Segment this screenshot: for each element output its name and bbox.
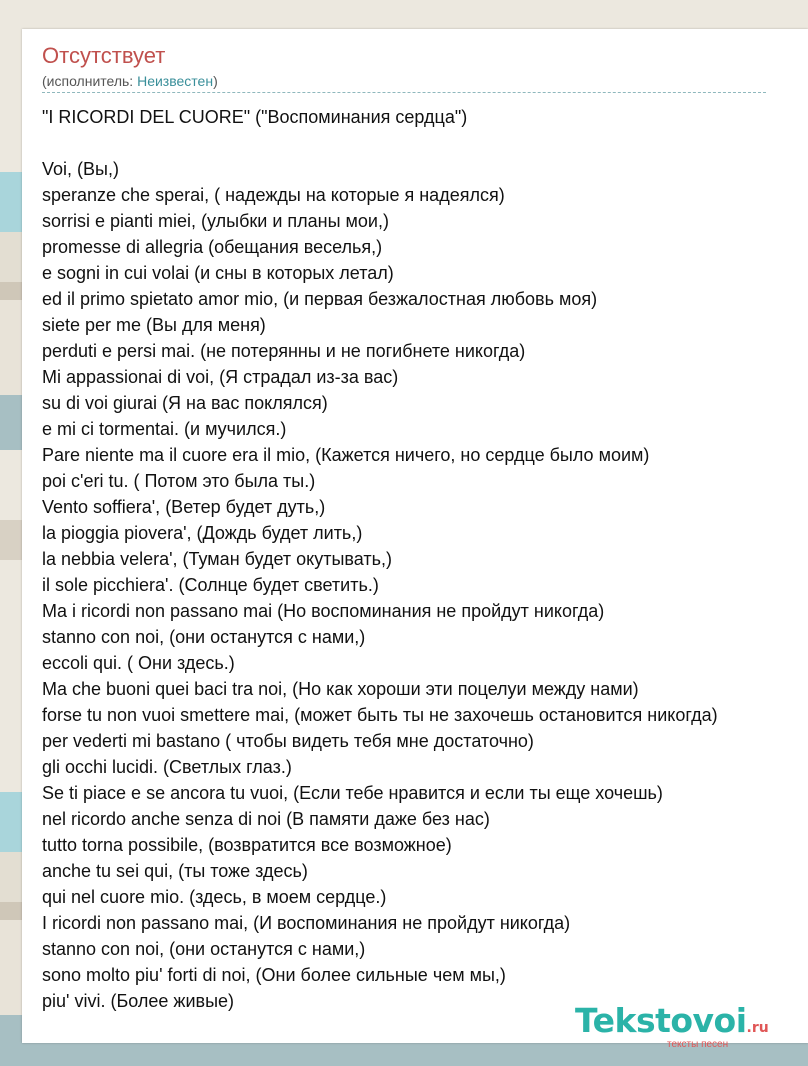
artist-link[interactable]: Неизвестен bbox=[137, 73, 214, 89]
lyric-line: la pioggia piovera', (Дождь будет лить,) bbox=[42, 523, 363, 543]
lyric-line: e mi ci tormentai. (и мучился.) bbox=[42, 419, 287, 439]
logo-domain: .ru bbox=[746, 1020, 769, 1036]
lyric-line: Pare niente ma il cuore era il mio, (Кажется ничего, но сердце было моим) bbox=[42, 445, 650, 465]
lyric-line: siete per me (Вы для меня) bbox=[42, 315, 266, 335]
lyric-line: Vento soffiera', (Ветер будет дуть,) bbox=[42, 497, 326, 517]
lyric-line: promesse di allegria (обещания веселья,) bbox=[42, 237, 383, 257]
lyric-line: piu' vivi. (Более живые) bbox=[42, 991, 235, 1011]
lyric-line: stanno con noi, (они останутся с нами,) bbox=[42, 627, 366, 647]
lyric-line: Ma che buoni quei baci tra noi, (Но как хороши эти поцелуи между нами) bbox=[42, 679, 639, 699]
lyric-line: il sole picchiera'. (Солнце будет светить.) bbox=[42, 575, 379, 595]
lyric-line: ed il primo spietato amor mio, (и первая безжалостная любовь моя) bbox=[42, 289, 598, 309]
lyrics-body bbox=[42, 104, 808, 1014]
lyric-line: tutto torna possibile, (возвратится все возможное) bbox=[42, 835, 452, 855]
artist-prefix: (исполнитель: bbox=[42, 73, 138, 89]
header-divider bbox=[42, 92, 766, 93]
lyric-line: gli occhi lucidi. (Светлых глаз.) bbox=[42, 757, 292, 777]
lyric-line: per vederti mi bastano ( чтобы видеть тебя мне достаточно) bbox=[42, 731, 534, 751]
lyrics-sheet bbox=[22, 29, 808, 1050]
artist-line bbox=[42, 73, 218, 89]
lyric-line: perduti e persi mai. (не потерянны и не погибнете никогда) bbox=[42, 341, 526, 361]
artist-suffix: ) bbox=[213, 73, 218, 89]
lyric-line: anche tu sei qui, (ты тоже здесь) bbox=[42, 861, 308, 881]
lyric-line: stanno con noi, (они останутся с нами,) bbox=[42, 939, 366, 959]
lyric-line: I ricordi non passano mai, (И воспоминания не пройдут никогда) bbox=[42, 913, 571, 933]
lyric-line: nel ricordo anche senza di noi (В памяти даже без нас) bbox=[42, 809, 490, 829]
logo-wordmark: Tekstovoi bbox=[575, 1001, 747, 1040]
lyric-line: Voi, (Вы,) bbox=[42, 159, 119, 179]
lyric-line bbox=[42, 130, 808, 156]
logo-tagline: тексты песен bbox=[667, 1039, 729, 1050]
lyric-line: e sogni in cui volai (и сны в которых летал) bbox=[42, 263, 394, 283]
lyric-line: Se ti piace e se ancora tu vuoi, (Если тебе нравится и если ты еще хочешь) bbox=[42, 783, 663, 803]
lyric-line: sono molto piu' forti di noi, (Они более сильные чем мы,) bbox=[42, 965, 506, 985]
song-title: Отсутствует bbox=[42, 43, 166, 68]
site-logo[interactable] bbox=[575, 1001, 769, 1050]
lyric-line: su di voi giurai (Я на вас поклялся) bbox=[42, 393, 328, 413]
lyric-line: Ma i ricordi non passano mai (Но воспоминания не пройдут никогда) bbox=[42, 601, 605, 621]
lyric-line: eccoli qui. ( Они здесь.) bbox=[42, 653, 235, 673]
lyric-line: qui nel cuore mio. (здесь, в моем сердце.) bbox=[42, 887, 387, 907]
lyric-line: sorrisi e pianti miei, (улыбки и планы мои,) bbox=[42, 211, 389, 231]
lyric-line: poi c'eri tu. ( Потом это была ты.) bbox=[42, 471, 316, 491]
lyric-line: la nebbia velera', (Туман будет окутывать,) bbox=[42, 549, 392, 569]
lyric-line: forse tu non vuoi smettere mai, (может быть ты не захочешь остановится никогда) bbox=[42, 705, 718, 725]
lyric-line: Mi appassionai di voi, (Я страдал из-за вас) bbox=[42, 367, 399, 387]
lyric-line: speranze che sperai, ( надежды на которые я надеялся) bbox=[42, 185, 505, 205]
lyric-line: "I RICORDI DEL CUORE" ("Воспоминания сердца") bbox=[42, 107, 468, 127]
